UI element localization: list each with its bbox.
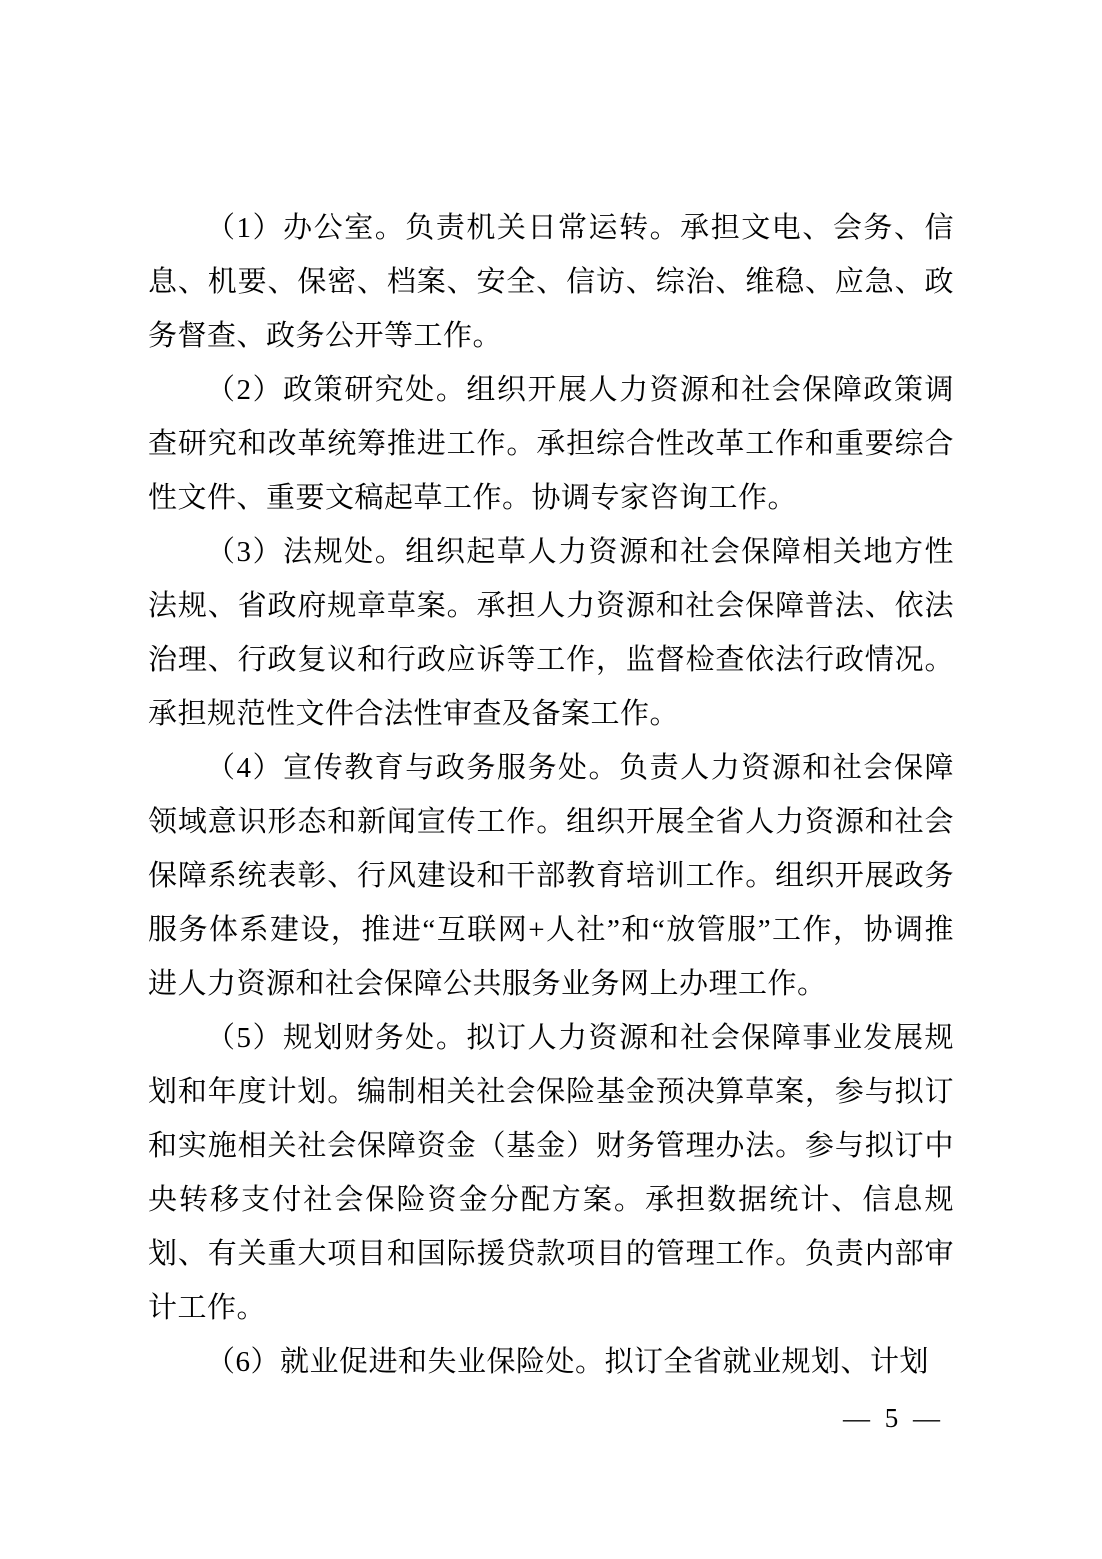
document-body (148, 201, 954, 1389)
paragraph-policy-research: （2）政策研究处。组织开展人力资源和社会保障政策调查研究和改革统筹推进工作。承担综合性改革工作和重要综合性文件、重要文稿起草工作。协调专家咨询工作。 (148, 374, 954, 514)
paragraph-employment-promotion: （6）就业促进和失业保险处。拟订全省就业规划、计划 (206, 1346, 930, 1378)
paragraph-publicity-education: （4）宣传教育与政务服务处。负责人力资源和社会保障领域意识形态和新闻宣传工作。组织开展全省人力资源和社会保障系统表彰、行风建设和干部教育培训工作。组织开展政务服务体系建设，推进“互联网+人社”和“放管服”工作，协调推进人力资源和社会保障公共服务业务网上办理工作。 (148, 752, 954, 1000)
paragraph-office: （1）办公室。负责机关日常运转。承担文电、会务、信息、机要、保密、档案、安全、信访、综治、维稳、应急、政务督查、政务公开等工作。 (148, 212, 954, 352)
paragraph-planning-finance: （5）规划财务处。拟订人力资源和社会保障事业发展规划和年度计划。编制相关社会保险基金预决算草案，参与拟订和实施相关社会保障资金（基金）财务管理办法。参与拟订中央转移支付社会保险资金分配方案。承担数据统计、信息规划、有关重大项目和国际援贷款项目的管理工作。负责内部审计工作。 (148, 1022, 954, 1324)
paragraph-legal-affairs: （3）法规处。组织起草人力资源和社会保障相关地方性法规、省政府规章草案。承担人力资源和社会保障普法、依法治理、行政复议和行政应诉等工作，监督检查依法行政情况。承担规范性文件合法性审查及备案工作。 (148, 536, 954, 730)
page-number: — 5 — (843, 1403, 944, 1433)
